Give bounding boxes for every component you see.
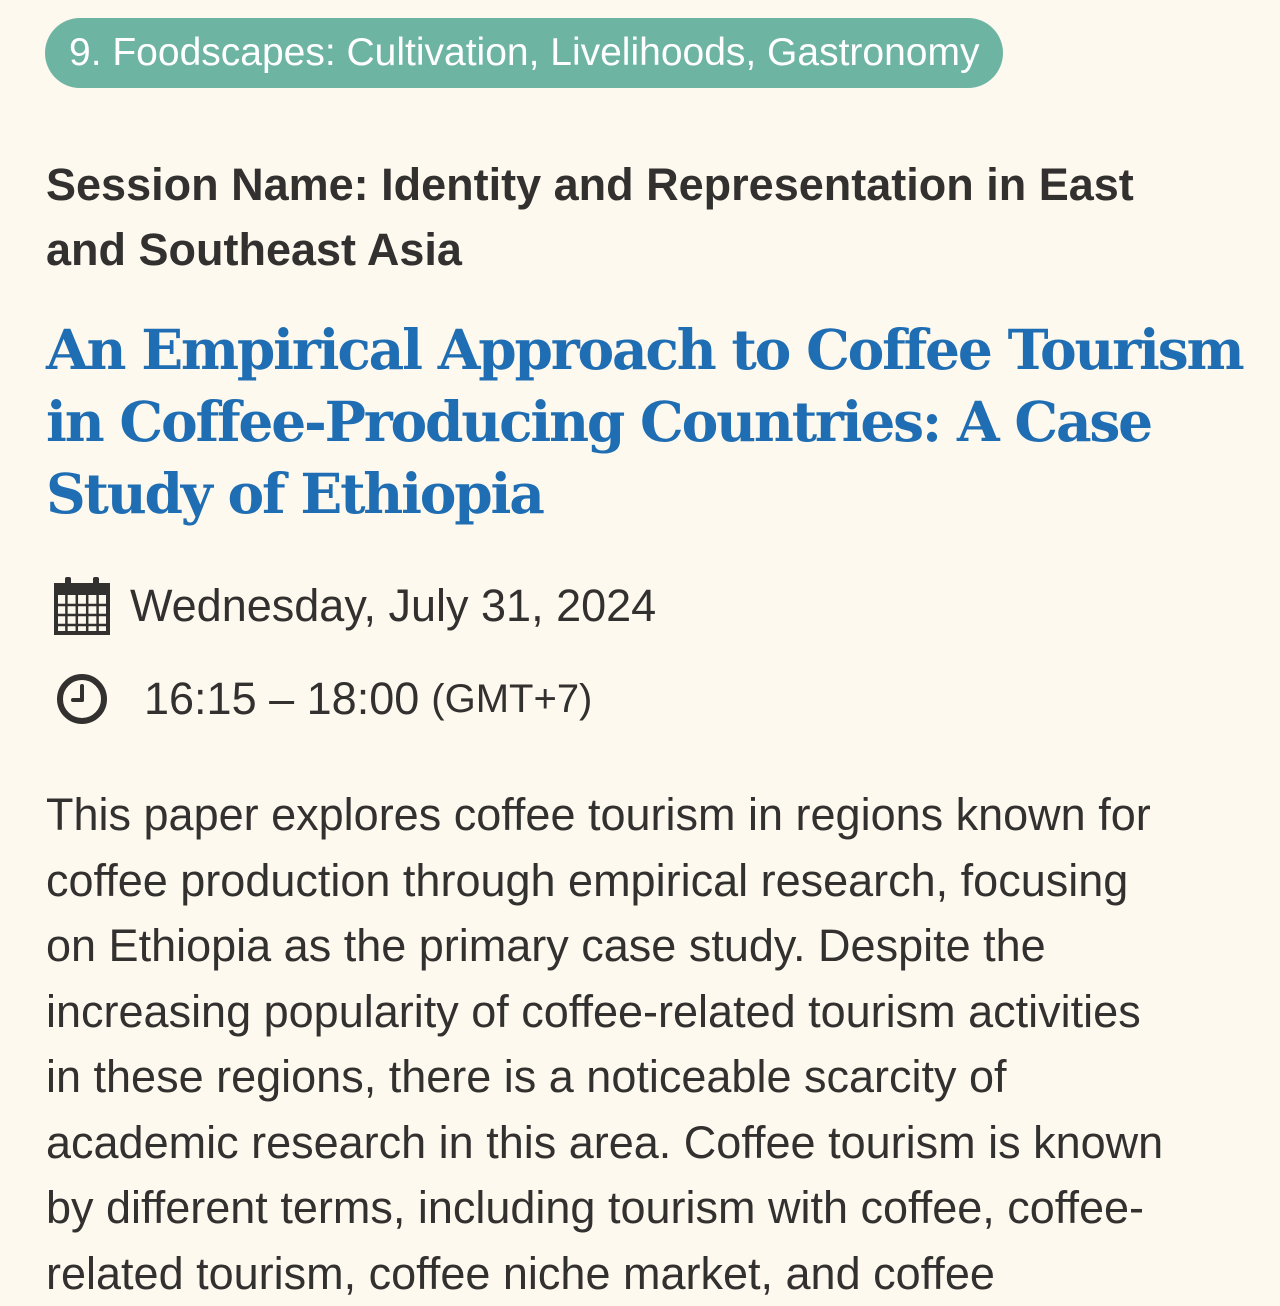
session-name-line: and Southeast Asia	[46, 217, 1246, 282]
clock-icon	[52, 668, 112, 730]
track-badge	[45, 18, 1003, 88]
session-name	[46, 152, 1246, 282]
abstract-line: coffee production through empirical research, focusing	[46, 848, 1246, 914]
paper-title-line: An Empirical Approach to Coffee Tourism	[46, 314, 1266, 386]
abstract-text	[46, 782, 1246, 1306]
paper-title-line: Study of Ethiopia	[46, 458, 1266, 530]
date-row	[52, 575, 656, 637]
session-name-line: Session Name: Identity and Representation in East	[46, 152, 1246, 217]
abstract-line: related tourism, coffee niche market, and coffee	[46, 1241, 1246, 1306]
session-time: 16:15 – 18:00	[144, 673, 419, 725]
abstract-line: on Ethiopia as the primary case study. Despite the	[46, 913, 1246, 979]
abstract-line: by different terms, including tourism with coffee, coffee-	[46, 1175, 1246, 1241]
abstract-line: increasing popularity of coffee-related tourism activities	[46, 979, 1246, 1045]
paper-title-line: in Coffee-Producing Countries: A Case	[46, 386, 1266, 458]
session-date: Wednesday, July 31, 2024	[130, 580, 656, 632]
calendar-icon	[52, 575, 112, 637]
abstract-line: in these regions, there is a noticeable scarcity of	[46, 1044, 1246, 1110]
time-row	[52, 668, 592, 730]
paper-title	[46, 314, 1266, 530]
abstract-line: This paper explores coffee tourism in regions known for	[46, 782, 1246, 848]
abstract-line: academic research in this area. Coffee tourism is known	[46, 1110, 1246, 1176]
track-label: 9. Foodscapes: Cultivation, Livelihoods, Gastronomy	[69, 31, 979, 75]
session-timezone: (GMT+7)	[431, 677, 592, 722]
